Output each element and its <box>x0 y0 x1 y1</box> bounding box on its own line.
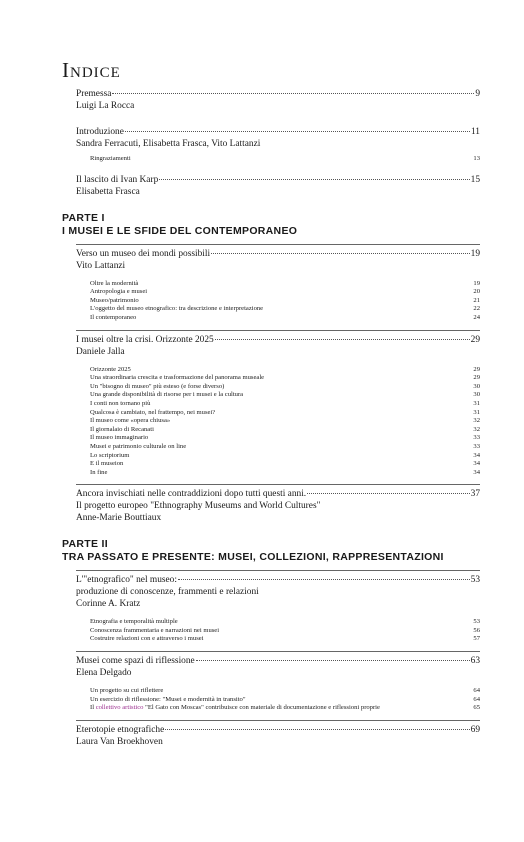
entry-page: 19 <box>470 248 480 259</box>
entry-title-continued: Il progetto europeo "Ethnography Museums and World Cultures" <box>76 501 321 512</box>
toc-entry <box>76 724 480 748</box>
part-label: PARTE II <box>62 538 108 551</box>
subsection-item[interactable]: Il contemporaneo 24 <box>90 313 480 321</box>
entry-title: L'"etnografico" nel museo: <box>76 575 177 586</box>
subsection-list <box>90 366 480 478</box>
toc-entry <box>76 248 480 323</box>
subsection-item[interactable]: Una grande disponibilità di risorse per i musei e la cultura 30 <box>90 391 480 399</box>
leader-dots <box>125 131 470 132</box>
leader-dots <box>178 579 470 580</box>
subsection-item[interactable]: L'oggetto del museo etnografico: tra descrizione e interpretazione 22 <box>90 305 480 313</box>
subsection-item[interactable]: Un "bisogno di museo" più esteso (e forse diverso) 30 <box>90 382 480 390</box>
subsection-item[interactable]: Lo scriptorium 34 <box>90 451 480 459</box>
entry-title: Eterotopie etnografiche <box>76 724 165 735</box>
part-label: PARTE I <box>62 211 105 224</box>
toc-entry <box>76 334 480 478</box>
leader-dots <box>165 729 469 730</box>
toc-row[interactable] <box>76 724 480 736</box>
entry-author: Elisabetta Frasca <box>76 186 140 197</box>
toc-entry <box>76 574 480 644</box>
part-title: I MUSEI E LE SFIDE DEL CONTEMPORANEO <box>62 224 298 237</box>
leader-dots <box>215 339 470 340</box>
entry-title: Il lascito di Ivan Karp <box>76 174 159 185</box>
toc-entry <box>76 126 480 164</box>
toc-entry <box>76 655 480 713</box>
subsection-item[interactable]: Antropologia e musei 20 <box>90 288 480 296</box>
toc-entry <box>76 488 480 524</box>
entry-title: Premessa <box>76 89 112 99</box>
toc-row[interactable] <box>76 574 480 586</box>
subsection-list <box>90 155 480 164</box>
section-rule <box>76 720 480 721</box>
entry-page: 63 <box>470 656 480 667</box>
subsection-item[interactable]: Un progetto su cui riflettere 64 <box>90 687 480 695</box>
entry-author: Anne-Marie Bouttiaux <box>76 513 162 524</box>
entry-author: Corinne A. Kratz <box>76 599 141 610</box>
leader-dots <box>196 660 470 661</box>
entry-page: 11 <box>470 127 480 137</box>
entry-author: Vito Lattanzi <box>76 260 126 271</box>
section-rule <box>76 651 480 652</box>
subsection-list <box>90 618 480 644</box>
part-title: TRA PASSATO E PRESENTE: MUSEI, COLLEZIONI, RAPPRESENTAZIONI <box>62 551 444 564</box>
section-rule <box>76 484 480 485</box>
toc-entry <box>76 88 480 112</box>
subsection-item[interactable]: Ringraziamenti 13 <box>90 155 480 162</box>
subsection-item[interactable]: Musei e patrimonio culturale on line 33 <box>90 442 480 450</box>
subsection-item[interactable]: Un esercizio di riflessione: "Musei e modernità in transito" 64 <box>90 695 480 703</box>
toc-entry <box>76 174 480 198</box>
subsection-list <box>90 687 480 713</box>
highlighted-text: collettivo artistico <box>95 704 144 712</box>
subsection-item[interactable]: Conoscenza frammentaria e narrazioni nei musei 56 <box>90 626 480 634</box>
entry-title: Verso un museo dei mondi possibili <box>76 248 211 259</box>
leader-dots <box>159 179 469 180</box>
subsection-item[interactable]: In fine 34 <box>90 468 480 476</box>
section-rule <box>76 244 480 245</box>
part-heading <box>62 538 480 564</box>
subsection-item[interactable]: Orizzonte 2025 29 <box>90 365 480 373</box>
entry-author: Sandra Ferracuti, Elisabetta Frasca, Vito Lattanzi <box>76 139 261 149</box>
subsection-item[interactable]: Una straordinaria crescita e trasformazione del panorama museale 29 <box>90 374 480 382</box>
entry-page: 29 <box>470 334 480 345</box>
subsection-item[interactable]: Museo/patrimonio 21 <box>90 296 480 304</box>
toc-row[interactable] <box>76 334 480 346</box>
entry-author: Luigi La Rocca <box>76 101 135 111</box>
section-rule <box>76 330 480 331</box>
leader-dots <box>211 253 470 254</box>
toc-row[interactable] <box>76 248 480 260</box>
entry-title: Introduzione <box>76 127 124 137</box>
toc-row[interactable] <box>76 126 480 138</box>
subsection-item[interactable]: Il giornalaio di Recanati 32 <box>90 425 480 433</box>
entry-page: 37 <box>470 489 480 500</box>
entry-title-continued: produzione di conoscenze, frammenti e relazioni <box>76 587 259 598</box>
subsection-item[interactable]: Qualcosa è cambiato, nel frattempo, nei musei? 31 <box>90 408 480 416</box>
entry-author: Elena Delgado <box>76 668 132 679</box>
leader-dots <box>307 493 469 494</box>
page-title: Indice <box>62 58 121 82</box>
subsection-item[interactable]: I conti non tornano più 31 <box>90 399 480 407</box>
entry-title: I musei oltre la crisi. Orizzonte 2025 <box>76 334 214 345</box>
entry-title: Musei come spazi di riflessione <box>76 656 195 667</box>
entry-title: Ancora invischiati nelle contraddizioni dopo tutti questi anni. <box>76 489 307 500</box>
subsection-item[interactable]: Il collettivo artistico "El Gato con Moscas" contribuisce con materiale di documentazione e riflessioni proprie 65 <box>90 704 480 712</box>
entry-page: 15 <box>470 174 480 185</box>
entry-page: 53 <box>470 575 480 586</box>
entry-page: 9 <box>475 89 480 99</box>
subsection-item[interactable]: Il museo come «opera chiusa» 32 <box>90 417 480 425</box>
subsection-item[interactable]: Il museo immaginario 33 <box>90 434 480 442</box>
subsection-item[interactable]: Etnografia e temporalità multiple 53 <box>90 618 480 626</box>
toc-row[interactable] <box>76 655 480 667</box>
subsection-list <box>90 280 480 323</box>
toc-row[interactable] <box>76 174 480 186</box>
subsection-item[interactable]: Costruire relazioni con e attraverso i musei 57 <box>90 635 480 643</box>
toc-row[interactable] <box>76 488 480 500</box>
subsection-item[interactable]: Oltre la modernità 19 <box>90 279 480 287</box>
entry-author: Daniele Jalla <box>76 346 125 357</box>
section-rule <box>76 570 480 571</box>
part-heading <box>62 212 480 238</box>
toc-page <box>62 58 480 748</box>
subsection-item[interactable]: E il museion 34 <box>90 460 480 468</box>
toc-row[interactable] <box>76 88 480 100</box>
entry-author: Laura Van Broekhoven <box>76 736 163 747</box>
entry-page: 69 <box>470 724 480 735</box>
leader-dots <box>112 93 474 94</box>
